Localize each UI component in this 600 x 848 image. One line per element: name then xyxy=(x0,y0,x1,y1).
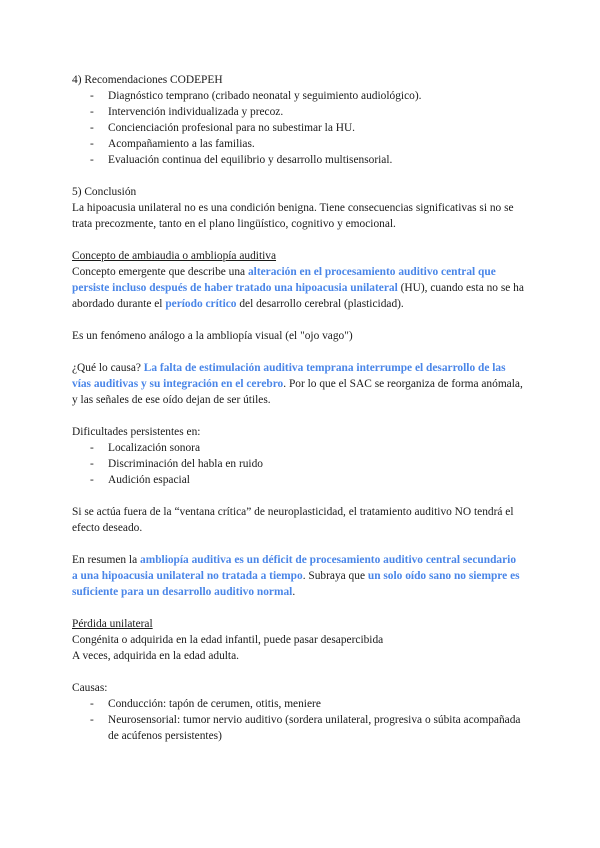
causes-list xyxy=(72,696,524,744)
causes-heading: Causas: xyxy=(72,682,108,694)
list-item: - Localización sonora xyxy=(72,440,524,456)
list-item: - Intervención individualizada y precoz. xyxy=(72,104,524,120)
conclusion-heading: 5) Conclusión xyxy=(72,186,137,198)
list-item: - Acompañamiento a las familias. xyxy=(72,136,524,152)
list-item: - Audición espacial xyxy=(72,472,524,488)
list-item: - Conducción: tapón de cerumen, otitis, meniere xyxy=(72,696,524,712)
ambliopia-analogy: Es un fenómeno análogo a la ambliopía visual (el "ojo vago") xyxy=(72,330,353,342)
list-item: - Concienciación profesional para no subestimar la HU. xyxy=(72,120,524,136)
ambliopia-definition: Concepto emergente que describe una alteración en el procesamiento auditivo central que persiste incluso después de haber tratado una hipoacusia unilateral (HU), cuando esta no se ha abordado durante el período crítico del desarrollo cerebral (plasticidad). xyxy=(72,266,524,310)
ambliopia-cause: ¿Qué lo causa? La falta de estimulación auditiva temprana interrumpe el desarrollo de las vías auditivas y su integración en el cerebro. Por lo que el SAC se reorganiza de forma anómala, y las señales de ese oído dejan de ser útiles. xyxy=(72,362,523,406)
recommendations-list xyxy=(72,88,524,168)
list-item: - Neurosensorial: tumor nervio auditivo (sordera unilateral, progresiva o súbita acompañada de acúfenos persistentes) xyxy=(72,712,524,744)
critical-window-text: Si se actúa fuera de la “ventana crítica” de neuroplasticidad, el tratamiento auditivo NO tendrá el efecto deseado. xyxy=(72,506,514,534)
conclusion-text: La hipoacusia unilateral no es una condición benigna. Tiene consecuencias significativas si no se trata precozmente, tanto en el plano lingüístico, cognitivo y emocional. xyxy=(72,202,514,230)
summary-text: En resumen la ambliopía auditiva es un déficit de procesamiento auditivo central secundario a una hipoacusia unilateral no tratada a tiempo. Subraya que un solo oído sano no siempre es suficiente para un desarrollo auditivo normal. xyxy=(72,554,520,598)
recommendations-heading: 4) Recomendaciones CODEPEH xyxy=(72,74,223,86)
difficulties-heading: Dificultades persistentes en: xyxy=(72,426,201,438)
ambliopia-heading: Concepto de ambiaudia o ambliopía auditiva xyxy=(72,250,277,262)
difficulties-list xyxy=(72,440,524,488)
perdida-line-2: A veces, adquirida en la edad adulta. xyxy=(72,650,239,662)
list-item: - Evaluación continua del equilibrio y desarrollo multisensorial. xyxy=(72,152,524,168)
list-item: - Diagnóstico temprano (cribado neonatal y seguimiento audiológico). xyxy=(72,88,524,104)
list-item: - Discriminación del habla en ruido xyxy=(72,456,524,472)
perdida-heading: Pérdida unilateral xyxy=(72,618,153,630)
perdida-line-1: Congénita o adquirida en la edad infantil, puede pasar desapercibida xyxy=(72,634,384,646)
